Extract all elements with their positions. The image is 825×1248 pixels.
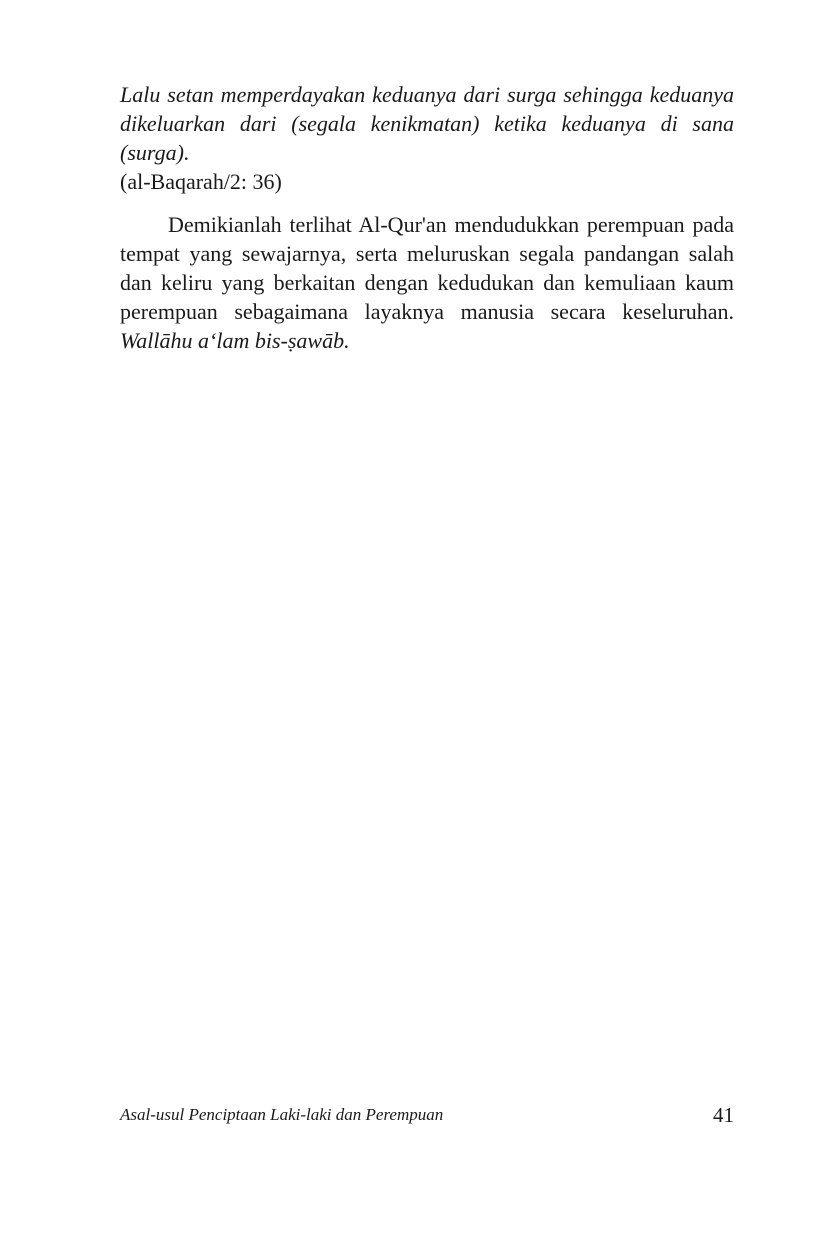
verse-citation: (al-Baqarah/2: 36) [120, 169, 282, 194]
body-paragraph-text: Demikianlah terlihat Al-Qur'an mendudukkan perempuan pada tempat yang sewajarnya, serta meluruskan segala pandangan salah dan keliru yang berkaitan dengan kedudukan dan kemuliaan kaum perempuan sebagaimana layaknya manusia secara keseluruhan. [120, 212, 734, 324]
running-footer-title: Asal-usul Penciptaan Laki-laki dan Perempuan [120, 1105, 444, 1124]
closing-phrase: Wallāhu a‘lam bis-ṣawāb. [120, 328, 350, 353]
body-paragraph [120, 210, 734, 355]
page-number: 41 [713, 1103, 734, 1127]
page-content [120, 80, 734, 355]
verse-translation [120, 80, 734, 196]
page-footer [120, 1103, 734, 1131]
verse-translation-text: Lalu setan memperdayakan keduanya dari surga sehingga keduanya dikeluarkan dari (segala kenikmatan) ketika keduanya di sana (surga). [120, 82, 734, 165]
